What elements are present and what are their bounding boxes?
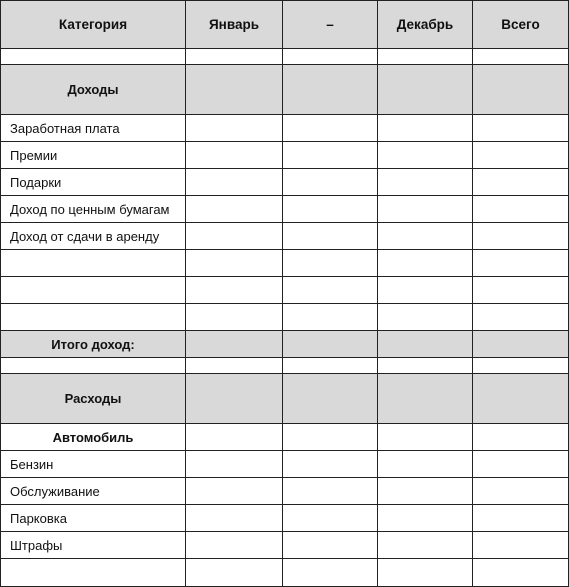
spacer-row bbox=[1, 358, 569, 374]
table-row bbox=[1, 451, 569, 478]
table-row bbox=[1, 532, 569, 559]
spacer-row bbox=[1, 49, 569, 65]
row-label: Премии bbox=[1, 142, 186, 169]
header-category: Категория bbox=[1, 1, 186, 49]
table-row bbox=[1, 478, 569, 505]
header-december: Декабрь bbox=[378, 1, 473, 49]
table-row bbox=[1, 196, 569, 223]
table-row bbox=[1, 250, 569, 277]
row-label: Заработная плата bbox=[1, 115, 186, 142]
subsection-row bbox=[1, 424, 569, 451]
table-row bbox=[1, 142, 569, 169]
income-section-title: Доходы bbox=[1, 65, 186, 115]
table-row bbox=[1, 505, 569, 532]
table-row bbox=[1, 277, 569, 304]
table-row bbox=[1, 559, 569, 587]
income-total-label: Итого доход: bbox=[1, 331, 186, 358]
table-row bbox=[1, 115, 569, 142]
row-label bbox=[1, 277, 186, 304]
income-section-row bbox=[1, 65, 569, 115]
row-label bbox=[1, 559, 186, 587]
header-ellipsis: – bbox=[283, 1, 378, 49]
subsection-title: Автомобиль bbox=[1, 424, 186, 451]
row-label: Доход по ценным бумагам bbox=[1, 196, 186, 223]
expenses-section-row bbox=[1, 374, 569, 424]
income-total-row bbox=[1, 331, 569, 358]
expenses-section-title: Расходы bbox=[1, 374, 186, 424]
row-label: Штрафы bbox=[1, 532, 186, 559]
table-row bbox=[1, 169, 569, 196]
row-label: Подарки bbox=[1, 169, 186, 196]
row-label bbox=[1, 250, 186, 277]
header-total: Всего bbox=[473, 1, 569, 49]
table-row bbox=[1, 223, 569, 250]
row-label: Обслуживание bbox=[1, 478, 186, 505]
header-january: Январь bbox=[186, 1, 283, 49]
header-row bbox=[1, 1, 569, 49]
row-label: Бензин bbox=[1, 451, 186, 478]
table-row bbox=[1, 304, 569, 331]
row-label bbox=[1, 304, 186, 331]
row-label: Парковка bbox=[1, 505, 186, 532]
row-label: Доход от сдачи в аренду bbox=[1, 223, 186, 250]
